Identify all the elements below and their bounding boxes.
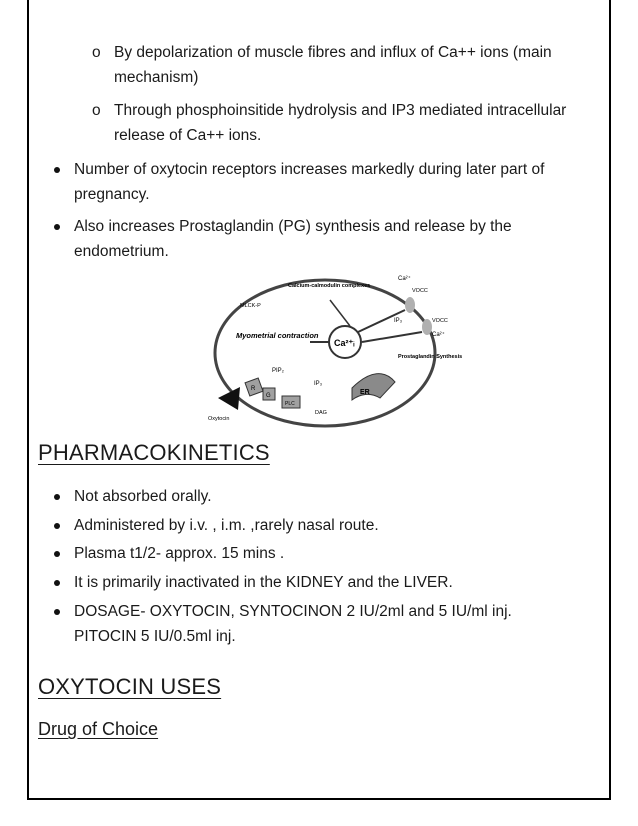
bullet-item	[54, 214, 609, 264]
label-ip3-side: IP₃	[394, 318, 403, 324]
label-er: ER	[360, 389, 370, 396]
oxytocin-mechanism-figure	[200, 270, 463, 430]
bullet-text: Administered by i.v. , i.m. ,rarely nasal route.	[74, 517, 379, 534]
channel-right	[422, 319, 432, 335]
bullet-item	[54, 157, 609, 207]
bullet-dot	[54, 551, 60, 557]
bullet-item	[54, 599, 564, 649]
sub-point-text: Through phosphoinsitide hydrolysis and IP3 mediated intracellular release of Ca++ ions.	[114, 102, 567, 144]
bullet-dot	[54, 580, 60, 586]
label-r: R	[251, 386, 256, 392]
label-ca-top: Ca²⁺	[398, 276, 411, 282]
bullet-dot	[54, 167, 60, 173]
bullet-dot	[54, 494, 60, 500]
label-ca-center: Ca²⁺ᵢ	[334, 338, 355, 348]
label-plc: PLC	[285, 401, 295, 407]
label-prostaglandin: Prostaglandin Synthesis	[398, 354, 463, 360]
label-ip3-low: IP₃	[314, 381, 323, 387]
bullet-item	[54, 570, 609, 595]
label-dag: DAG	[315, 410, 327, 416]
label-pip2: PIP₂	[272, 368, 284, 374]
label-oxytocin: Oxytocin	[208, 416, 230, 422]
pharmacokinetics-heading: PHARMACOKINETICS	[38, 440, 270, 465]
bullet-text: Not absorbed orally.	[74, 488, 212, 505]
label-ca-right: Ca²⁺	[432, 332, 445, 338]
channel-top	[405, 297, 415, 313]
bullet-text: Also increases Prostaglandin (PG) synthesis and release by the endometrium.	[74, 218, 512, 260]
bullet-text: Plasma t1/2- approx. 15 mins .	[74, 545, 285, 562]
label-g: G	[266, 393, 271, 399]
arrow-from-right	[362, 332, 422, 342]
bullet-item	[54, 513, 609, 538]
bullet-text: It is primarily inactivated in the KIDNEY and the LIVER.	[74, 574, 453, 591]
sub-point-text: By depolarization of muscle fibres and influx of Ca++ ions (main mechanism)	[114, 44, 552, 86]
cell-membrane	[215, 280, 435, 426]
drug-of-choice-subheading: Drug of Choice	[38, 719, 159, 739]
bullet-item	[54, 541, 609, 566]
bullet-dot	[54, 224, 60, 230]
bullet-item	[54, 484, 609, 509]
bullet-text: DOSAGE- OXYTOCIN, SYNTOCINON 2 IU/2ml and 5 IU/ml inj. PITOCIN 5 IU/0.5ml inj.	[74, 603, 512, 645]
arrow-to-calmodulin	[330, 300, 350, 326]
label-myometrial: Myometrial contraction	[236, 331, 319, 340]
er-shape	[352, 374, 395, 400]
label-calmodulin: Calcium-calmodulin complexes	[288, 283, 371, 289]
bullet-text: Number of oxytocin receptors increases markedly during later part of pregnancy.	[74, 161, 545, 203]
circle-marker: o	[92, 102, 101, 119]
label-vocc-2: VOCC	[432, 318, 448, 324]
sub-point	[92, 98, 612, 148]
sub-point	[92, 40, 612, 90]
circle-marker: o	[92, 44, 101, 61]
uses-heading: OXYTOCIN USES	[38, 674, 222, 699]
bullet-dot	[54, 609, 60, 615]
bullet-dot	[54, 523, 60, 529]
label-mlck: MLCK-P	[240, 303, 261, 309]
label-vocc-1: VOCC	[412, 288, 428, 294]
